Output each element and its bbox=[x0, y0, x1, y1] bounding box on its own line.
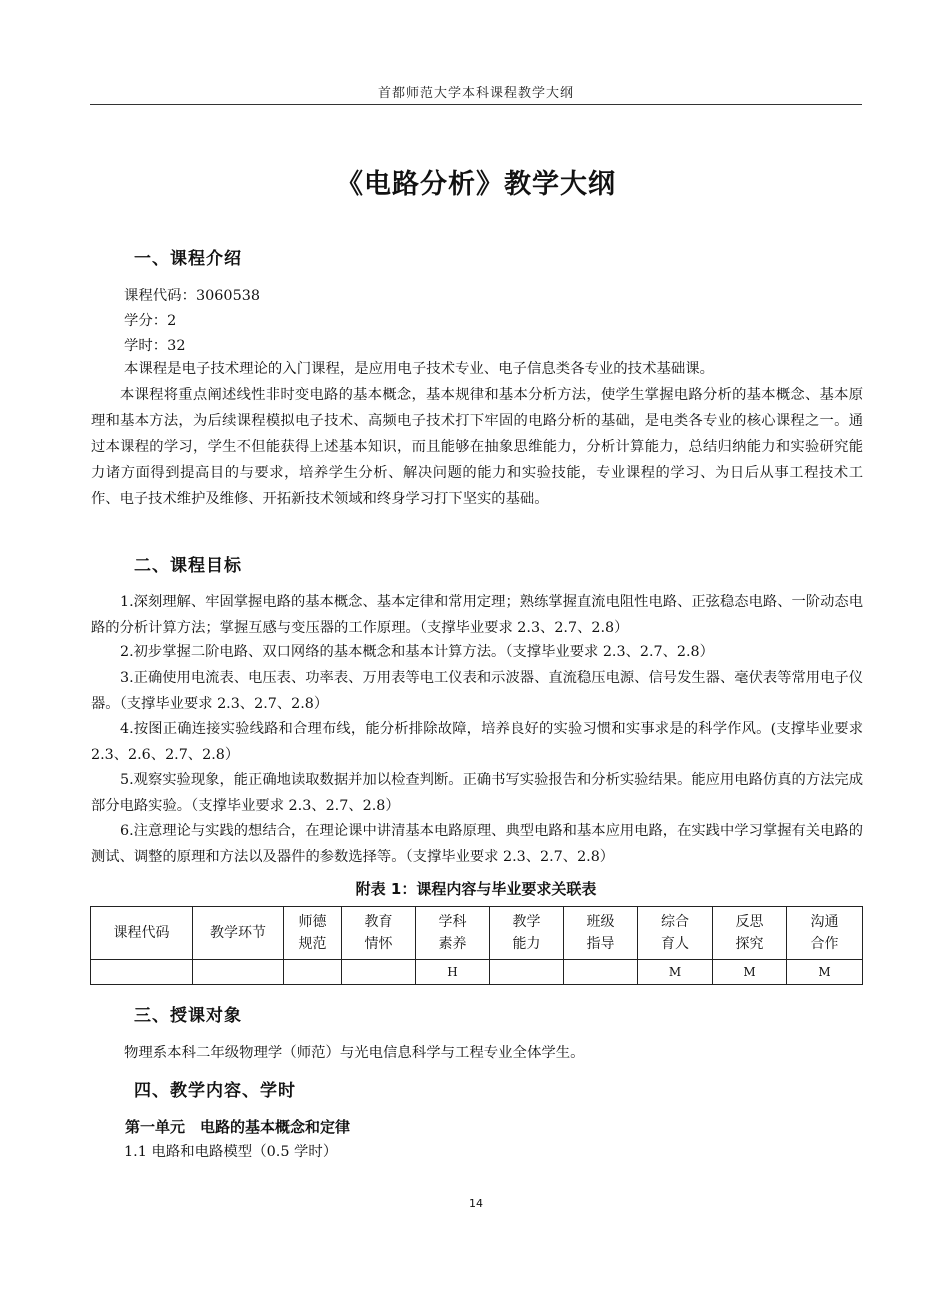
header-teaching-ability: 教学 能力 bbox=[490, 907, 564, 960]
header-reflection: 反思 探究 bbox=[713, 907, 787, 960]
header-communication: 沟通 合作 bbox=[787, 907, 863, 960]
table-cell bbox=[193, 960, 284, 985]
goal-item-5: 5.观察实验现象，能正确地读取数据并加以检查判断。正确书写实验报告和分析实验结果。能应用电路仿真的方法完成部分电路实验。（支撑毕业要求 2.3、2.7、2.8） bbox=[91, 772, 863, 814]
table-cell bbox=[91, 960, 193, 985]
table-header-row bbox=[91, 907, 863, 960]
section-heading-content: 四、教学内容、学时 bbox=[134, 1081, 296, 1101]
header-rule bbox=[90, 104, 862, 105]
course-intro: 本课程是电子技术理论的入门课程，是应用电子技术专业、电子信息类各专业的技术基础课。 bbox=[124, 361, 715, 377]
page-title: 《电路分析》教学大纲 bbox=[336, 169, 616, 200]
section-heading-audience: 三、授课对象 bbox=[134, 1006, 242, 1026]
header-education: 教育 情怀 bbox=[342, 907, 416, 960]
section-heading-intro: 一、课程介绍 bbox=[134, 249, 242, 269]
course-description: 本课程将重点阐述线性非时变电路的基本概念，基本规律和基本分析方法，使学生掌握电路分析的基本概念、基本原理和基本方法，为后续课程模拟电子技术、高频电子技术打下牢固的电路分析的基础，是电类各专业的核心课程之一。通过本课程的学习，学生不但能获得上述基本知识，而且能够在抽象思维能力，分析计算能力，总结归纳能力和实验研究能力诸方面得到提高目的与要求，培养学生分析、解决问题的能力和实验技能，专业课程的学习、为日后从事工程技术工作、电子技术维护及维修、开拓新技术领域和终身学习打下坚实的基础。 bbox=[91, 387, 863, 507]
header-teaching-step: 教学环节 bbox=[193, 907, 284, 960]
table-cell: H bbox=[416, 960, 490, 985]
table-cell: M bbox=[713, 960, 787, 985]
header-holistic: 综合 育人 bbox=[638, 907, 713, 960]
unit-title: 第一单元 电路的基本概念和定律 bbox=[125, 1118, 351, 1136]
page-number: 14 bbox=[469, 1197, 483, 1210]
table-cell: M bbox=[787, 960, 863, 985]
table-row bbox=[91, 960, 863, 985]
goal-item-6: 6.注意理论与实践的想结合，在理论课中讲清基本电路原理、典型电路和基本应用电路，在实践中学习掌握有关电路的测试、调整的原理和方法以及器件的参数选择等。（支撑毕业要求 2.3、2.7、2.8） bbox=[91, 823, 863, 865]
course-code: 课程代码：3060538 bbox=[124, 288, 261, 304]
table-cell bbox=[284, 960, 342, 985]
header-discipline: 学科 素养 bbox=[416, 907, 490, 960]
table-cell bbox=[564, 960, 638, 985]
goal-item-2: 2.初步掌握二阶电路、双口网络的基本概念和基本计算方法。（支撑毕业要求 2.3、2.7、2.8） bbox=[120, 644, 714, 660]
section-heading-goals: 二、课程目标 bbox=[134, 556, 242, 576]
unit-item: 1.1 电路和电路模型（0.5 学时） bbox=[124, 1144, 338, 1160]
page-header: 首都师范大学本科课程教学大纲 bbox=[377, 86, 574, 101]
audience-text: 物理系本科二年级物理学（师范）与光电信息科学与工程专业全体学生。 bbox=[124, 1045, 585, 1061]
course-hours: 学时：32 bbox=[124, 338, 186, 354]
goal-item-3: 3.正确使用电流表、电压表、功率表、万用表等电工仪表和示波器、直流稳压电源、信号发生器、毫伏表等常用电子仪器。（支撑毕业要求 2.3、2.7、2.8） bbox=[91, 670, 863, 712]
table-cell bbox=[490, 960, 564, 985]
requirements-table bbox=[90, 906, 863, 985]
course-credit: 学分：2 bbox=[124, 313, 177, 329]
goal-item-1: 1.深刻理解、牢固掌握电路的基本概念、基本定律和常用定理；熟练掌握直流电阻性电路、正弦稳态电路、一阶动态电路的分析计算方法；掌握互感与变压器的工作原理。（支撑毕业要求 2.3、2.7、2.8） bbox=[91, 594, 863, 636]
goal-item-4: 4.按图正确连接实验线路和合理布线，能分析排除故障，培养良好的实验习惯和实事求是的科学作风。(支撑毕业要求 2.3、2.6、2.7、2.8） bbox=[91, 721, 863, 763]
table-caption: 附表 1：课程内容与毕业要求关联表 bbox=[355, 880, 597, 898]
table-cell bbox=[342, 960, 416, 985]
header-class-guidance: 班级 指导 bbox=[564, 907, 638, 960]
header-course-code: 课程代码 bbox=[91, 907, 193, 960]
table-cell: M bbox=[638, 960, 713, 985]
header-ethics: 师德 规范 bbox=[284, 907, 342, 960]
